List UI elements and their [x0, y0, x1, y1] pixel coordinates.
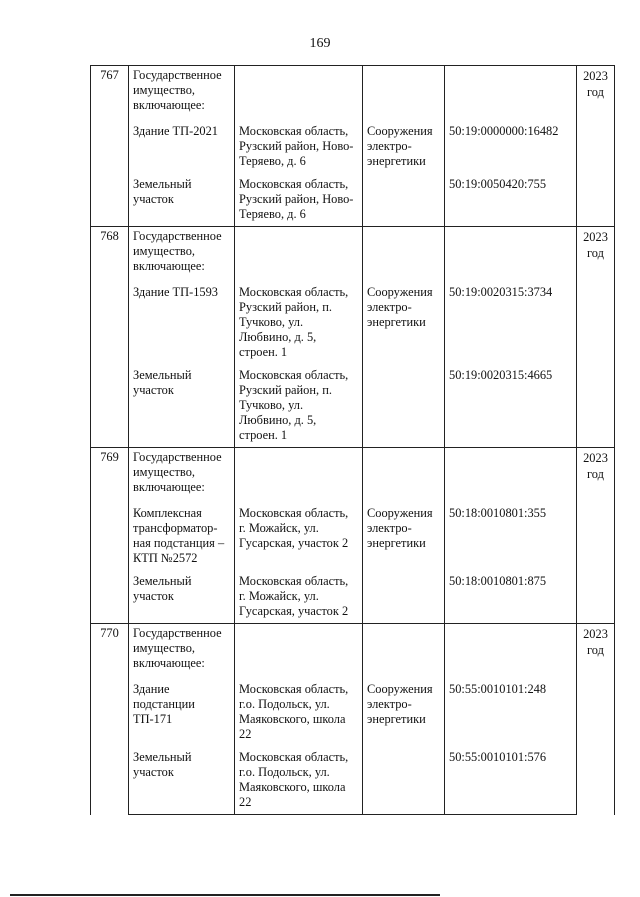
purpose-cell: [363, 66, 445, 119]
cadastral-cell: [445, 448, 577, 501]
table-row: [91, 676, 615, 744]
table-row: [91, 227, 615, 280]
purpose-cell: [363, 227, 445, 280]
table-row: [91, 568, 615, 621]
bottom-rule: [10, 894, 440, 896]
item-name: Здание ТП-2021: [129, 118, 235, 171]
item-address: Московская область, г.о. Подольск, ул. Маяковского, школа 22: [235, 676, 363, 744]
item-name: Земельный участок: [129, 171, 235, 224]
year-cell: 2023 год: [577, 624, 615, 815]
item-cadastral: 50:55:0010101:248: [445, 676, 577, 744]
item-name: Комплексная трансформатор-ная подстанция – КТП №2572: [129, 500, 235, 568]
item-address: Московская область, Рузский район, Ново-Теряево, д. 6: [235, 118, 363, 171]
group-header: Государственное имущество, включающее:: [129, 66, 235, 119]
purpose-cell: [363, 448, 445, 501]
item-purpose: [363, 362, 445, 445]
item-address: Московская область, г. Можайск, ул. Гусарская, участок 2: [235, 500, 363, 568]
item-purpose: [363, 568, 445, 621]
table-row: [91, 171, 615, 224]
property-registry-table: [90, 65, 615, 815]
table-row: [91, 744, 615, 812]
item-cadastral: 50:18:0010801:875: [445, 568, 577, 621]
table-row-spacer: [91, 812, 615, 815]
item-name: Земельный участок: [129, 744, 235, 812]
year-cell: 2023 год: [577, 448, 615, 624]
group-header: Государственное имущество, включающее:: [129, 624, 235, 677]
item-purpose: Сооружения электро-энергетики: [363, 500, 445, 568]
table-row: [91, 624, 615, 677]
entry-number: 770: [91, 624, 129, 815]
table-row: [91, 66, 615, 119]
address-cell: [235, 227, 363, 280]
item-name: Земельный участок: [129, 362, 235, 445]
item-purpose: [363, 744, 445, 812]
item-purpose: Сооружения электро-энергетики: [363, 118, 445, 171]
year-cell: 2023 год: [577, 227, 615, 448]
page-number: 169: [309, 36, 331, 51]
item-address: Московская область, г.о. Подольск, ул. Маяковского, школа 22: [235, 744, 363, 812]
table-row: [91, 448, 615, 501]
item-cadastral: 50:19:0050420:755: [445, 171, 577, 224]
table-row: [91, 279, 615, 362]
item-name: Здание ТП-1593: [129, 279, 235, 362]
purpose-cell: [363, 624, 445, 677]
group-header: Государственное имущество, включающее:: [129, 448, 235, 501]
entry-number: 768: [91, 227, 129, 448]
item-address: Московская область, Рузский район, Ново-Теряево, д. 6: [235, 171, 363, 224]
item-cadastral: 50:19:0020315:3734: [445, 279, 577, 362]
table-row: [91, 362, 615, 445]
address-cell: [235, 448, 363, 501]
item-name: Здание подстанции ТП-171: [129, 676, 235, 744]
address-cell: [235, 66, 363, 119]
item-cadastral: 50:19:0020315:4665: [445, 362, 577, 445]
spacer-cell: [363, 812, 445, 815]
spacer-cell: [129, 812, 235, 815]
cadastral-cell: [445, 624, 577, 677]
spacer-cell: [445, 812, 577, 815]
cadastral-cell: [445, 227, 577, 280]
item-cadastral: 50:55:0010101:576: [445, 744, 577, 812]
item-cadastral: 50:19:0000000:16482: [445, 118, 577, 171]
entry-number: 767: [91, 66, 129, 227]
item-address: Московская область, Рузский район, п. Тучково, ул. Любвино, д. 5, строен. 1: [235, 279, 363, 362]
spacer-cell: [235, 812, 363, 815]
item-address: Московская область, г. Можайск, ул. Гусарская, участок 2: [235, 568, 363, 621]
item-purpose: Сооружения электро-энергетики: [363, 676, 445, 744]
cadastral-cell: [445, 66, 577, 119]
item-cadastral: 50:18:0010801:355: [445, 500, 577, 568]
year-cell: 2023 год: [577, 66, 615, 227]
entry-number: 769: [91, 448, 129, 624]
address-cell: [235, 624, 363, 677]
group-header: Государственное имущество, включающее:: [129, 227, 235, 280]
item-address: Московская область, Рузский район, п. Тучково, ул. Любвино, д. 5, строен. 1: [235, 362, 363, 445]
table-row: [91, 118, 615, 171]
table-row: [91, 500, 615, 568]
item-purpose: Сооружения электро-энергетики: [363, 279, 445, 362]
item-purpose: [363, 171, 445, 224]
registry-body: [91, 66, 615, 815]
item-name: Земельный участок: [129, 568, 235, 621]
